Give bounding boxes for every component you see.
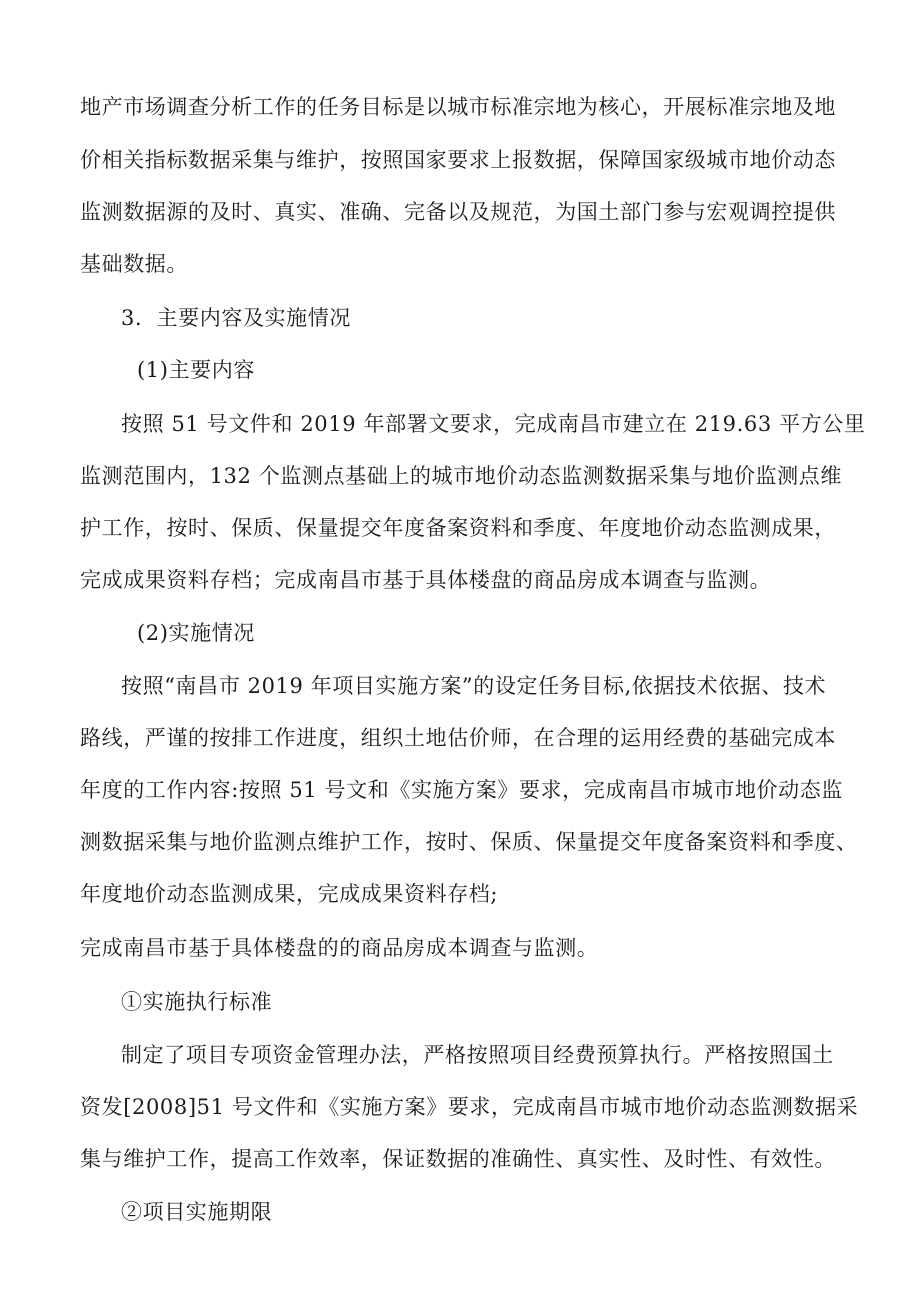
paragraph-line: 年度地价动态监测成果，完成成果资料存档; [80,882,499,906]
section-heading: 3．主要内容及实施情况 [121,306,351,330]
paragraph-line: 价相关指标数据采集与维护，按照国家要求上报数据，保障国家级城市地价动态 [80,148,836,172]
paragraph-line: 集与维护工作，提高工作效率，保证数据的准确性、真实性、及时性、有效性。 [80,1147,836,1171]
paragraph-line: 基础数据。 [80,252,188,276]
paragraph-line: 按照“南昌市 2019 年项目实施方案”的设定任务目标,依据技术依据、技术 [121,674,827,698]
paragraph-line: 监测范围内，132 个监测点基础上的城市地价动态监测数据采集与地价监测点维 [80,464,842,488]
paragraph-line: 护工作，按时、保质、保量提交年度备案资料和季度、年度地价动态监测成果， [80,516,836,540]
paragraph-line: 制定了项目专项资金管理办法，严格按照项目经费预算执行。严格按照国土 [121,1043,834,1067]
paragraph-line: 完成成果资料存档；完成南昌市基于具体楼盘的商品房成本调查与监测。 [80,568,772,592]
paragraph-line: 监测数据源的及时、真实、准确、完备以及规范，为国土部门参与宏观调控提供 [80,200,836,224]
paragraph-line: 测数据采集与地价监测点维护工作，按时、保质、保量提交年度备案资料和季度、 [80,830,858,854]
subsection-heading: (2)实施情况 [137,621,255,645]
paragraph-line: 资发[2008]51 号文件和《实施方案》要求，完成南昌市城市地价动态监测数据采 [80,1095,859,1119]
paragraph-line: 路线，严谨的按排工作进度，组织土地估价师，在合理的运用经费的基础完成本 [80,726,836,750]
paragraph-line: 按照 51 号文件和 2019 年部署文要求，完成南昌市建立在 219.63 平方公里 [121,412,866,436]
paragraph-line: 年度的工作内容:按照 51 号文和《实施方案》要求，完成南昌市城市地价动态监 [80,778,843,802]
paragraph-line: 完成南昌市基于具体楼盘的的商品房成本调查与监测。 [80,936,599,960]
paragraph-line: 地产市场调查分析工作的任务目标是以城市标准宗地为核心，开展标准宗地及地 [80,95,836,119]
list-item-heading: ②项目实施期限 [121,1200,273,1224]
subsection-heading: (1)主要内容 [137,358,255,382]
list-item-heading: ①实施执行标准 [121,990,273,1014]
